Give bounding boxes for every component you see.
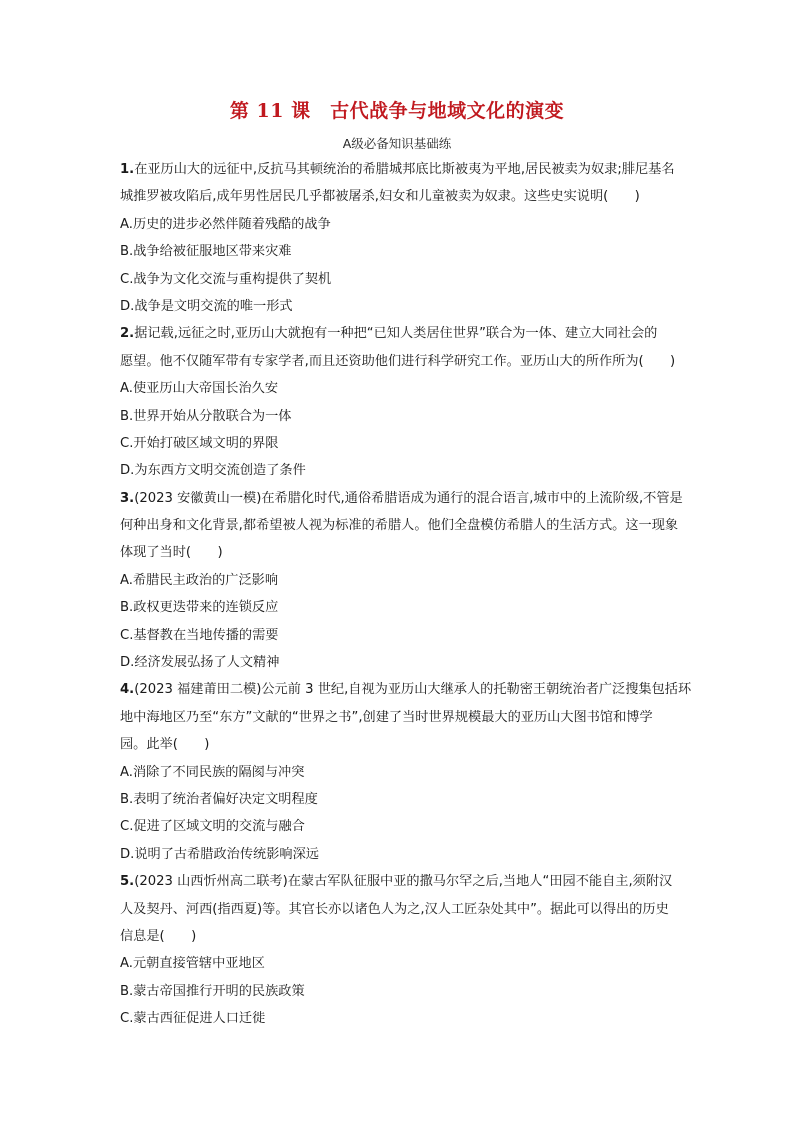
option-d: D.经济发展弘扬了人文精神 <box>120 655 280 671</box>
option-a: A.使亚历山大帝国长治久安 <box>120 381 279 397</box>
option-b: B.世界开始从分散联合为一体 <box>120 408 292 424</box>
question-text: (2023 福建莆田二模)公元前 3 世纪,自视为亚历山大继承人的托勒密王朝统治者广泛搜集包括环 <box>134 682 692 698</box>
question-number: 3. <box>120 490 135 506</box>
question-number: 1. <box>120 162 135 177</box>
question-text: (2023 山西忻州高二联考)在蒙古军队征服中亚的撒马尔罕之后,当地人“田园不能自主,须附汉 <box>134 874 673 890</box>
question-number: 4. <box>120 682 135 698</box>
option-b: B.战争给被征服地区带来灾难 <box>120 244 292 260</box>
option-c: C.蒙古西征促进人口迁徙 <box>120 1011 266 1027</box>
question-stem-line: 何种出身和文化背景,都希望被人视为标准的希腊人。他们全盘模仿希腊人的生活方式。这一现象 <box>120 518 679 534</box>
option-c: C.促进了区域文明的交流与融合 <box>120 819 305 835</box>
option-c: C.战争为文化交流与重构提供了契机 <box>120 271 332 287</box>
question-stem-line: 体现了当时( ) <box>120 545 223 561</box>
question-stem-line <box>120 868 700 895</box>
section-title: A级必备知识基础练 <box>342 136 452 151</box>
option-a: A.元朝直接管辖中亚地区 <box>120 956 265 972</box>
lesson-title: 第 11 课 古代战争与地域文化的演变 <box>229 100 565 122</box>
question-5 <box>120 868 700 1032</box>
option-c: C.基督教在当地传播的需要 <box>120 627 279 643</box>
option-b: B.蒙古帝国推行开明的民族政策 <box>120 983 305 999</box>
question-stem-line: 愿望。他不仅随军带有专家学者,而且还资助他们进行科学研究工作。亚历山大的所作所为( ) <box>120 353 676 369</box>
option-d: D.为东西方文明交流创造了条件 <box>120 463 306 479</box>
question-text: 据记载,远征之时,亚历山大就抱有一种把“已知人类居住世界”联合为一体、建立大同社会的 <box>134 326 658 342</box>
question-3 <box>120 485 700 677</box>
question-text: 在亚历山大的远征中,反抗马其顿统治的希腊城邦底比斯被夷为平地,居民被卖为奴隶;腓尼基名 <box>134 162 675 177</box>
question-stem-line: 城推罗被攻陷后,成年男性居民几乎都被屠杀,妇女和儿童被卖为奴隶。这些史实说明( ) <box>120 189 640 205</box>
option-a: A.消除了不同民族的隔阂与冲突 <box>120 764 305 780</box>
option-b: B.政权更迭带来的连锁反应 <box>120 600 279 616</box>
option-d: D.说明了古希腊政治传统影响深远 <box>120 846 319 862</box>
question-list <box>120 156 700 1033</box>
option-d: D.战争是文明交流的唯一形式 <box>120 298 293 314</box>
question-stem-line: 园。此举( ) <box>120 737 210 753</box>
option-a: A.希腊民主政治的广泛影响 <box>120 572 279 588</box>
question-stem-line <box>120 485 700 512</box>
question-stem-line <box>120 676 700 703</box>
question-stem-line <box>120 156 700 183</box>
option-c: C.开始打破区域文明的界限 <box>120 435 279 451</box>
question-1 <box>120 156 700 320</box>
question-2 <box>120 320 700 484</box>
question-number: 5. <box>120 874 135 890</box>
question-number: 2. <box>120 326 135 342</box>
question-stem-line: 地中海地区乃至“东方”文献的“世界之书”,创建了当时世界规模最大的亚历山大图书馆和博学 <box>120 709 653 725</box>
option-a: A.历史的进步必然伴随着残酷的战争 <box>120 216 331 232</box>
question-stem-line: 信息是( ) <box>120 928 197 944</box>
question-4 <box>120 676 700 868</box>
question-stem-line <box>120 320 700 347</box>
question-stem-line: 人及契丹、河西(指西夏)等。其官长亦以诸色人为之,汉人工匠杂处其中”。据此可以得出的历史 <box>120 901 669 917</box>
option-b: B.表明了统治者偏好决定文明程度 <box>120 791 318 807</box>
question-text: (2023 安徽黄山一模)在希腊化时代,通俗希腊语成为通行的混合语言,城市中的上流阶级,不管是 <box>134 490 683 506</box>
